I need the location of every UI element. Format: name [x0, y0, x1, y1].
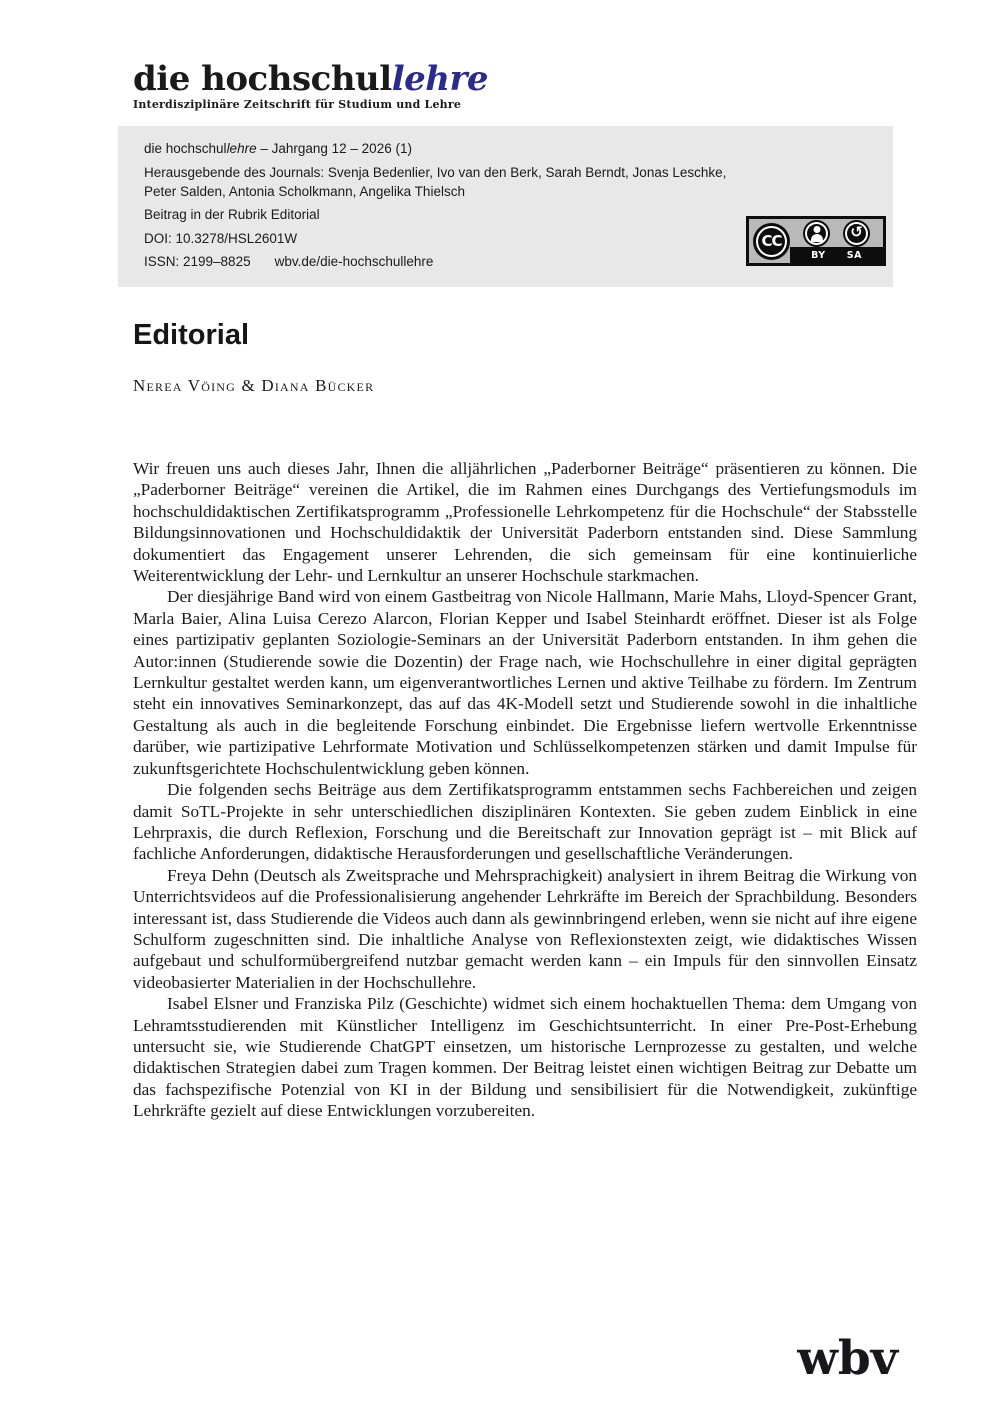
journal-logo: [133, 59, 917, 111]
journal-logo-title: [133, 59, 917, 99]
publisher-wbv-logo: wbv: [797, 1331, 898, 1386]
article-paragraph: Isabel Elsner und Franziska Pilz (Geschichte) widmet sich einem hochaktuellen Thema: dem Umgang von Lehramtsstudierenden mit Künstlicher Intelligenz im Geschichtsunterricht. In einer Pre-Post-Erhebung untersucht sie, wie Studierende ChatGPT einsetzen, um historische Lernprozesse zu gestalten, und welche didaktischen Strategien dabei zum Tragen kommen. Der Beitrag leistet einen wichtigen Beitrag zur Debatte um das fachspezifische Potenzial von KI in der Bildung und sensibilisiert für die Notwendigkeit, zukünftige Lehrkräfte gezielt auf diese Entwicklungen vorzubereiten.: [133, 994, 917, 1121]
journal-editors-line: Herausgebende des Journals: Svenja Bedenlier, Ivo van den Berk, Sarah Berndt, Jonas Leschke, Peter Salden, Antonia Scholkmann, Angelika Thielsch: [144, 164, 727, 199]
person-body-shape: [811, 234, 823, 242]
journal-logo-title-accent: lehre: [391, 59, 488, 99]
person-head-shape: [813, 226, 820, 233]
article-title: Editorial: [133, 319, 250, 351]
issue-line: [144, 139, 869, 158]
cc-letters: CC: [761, 232, 782, 250]
journal-logo-title-main: die hochschul: [133, 59, 392, 99]
article-paragraph: Freya Dehn (Deutsch als Zweitsprache und Mehrsprachigkeit) analysiert in ihrem Beitrag die Wirkung von Unterrichtsvideos auf die Professionalisierung angehender Lehrkräfte im Bereich der Sprachbildung. Besonders interessant ist, dass Studierende die Videos auch dann als gewinnbringend erleben, wenn sie nicht auf ihre eigene Schulform zugeschnitten sind. Die inhaltliche Analyse von Reflexionstexten zeigt, wie didaktisches Wissen aufgebaut und schulformübergreifend nutzbar gemacht werden kann – ein Impuls für den sinnvollen Einsatz videobasierter Materialien in der Hochschullehre.: [133, 865, 917, 992]
cc-badge-icons-row: [790, 219, 883, 247]
issue-journal-name-accent: lehre: [226, 141, 257, 156]
issn-number: ISSN: 2199–8825: [144, 254, 251, 269]
creative-commons-icon: [753, 223, 790, 260]
by-label: BY: [811, 249, 826, 261]
cc-badge-right-section: [790, 219, 883, 263]
share-alike-arrow-icon: [843, 220, 870, 247]
rubric-line: Beitrag in der Rubrik Editorial: [144, 207, 320, 222]
publication-info-box: [118, 126, 893, 287]
share-alike-glyph: ↺: [850, 223, 863, 241]
issue-journal-name: die hochschul: [144, 141, 227, 156]
article-paragraph: Wir freuen uns auch dieses Jahr, Ihnen die alljährlichen „Paderborner Beiträge“ präsentieren zu können. Die „Paderborner Beiträge“ vereinen die Artikel, die im Rahmen eines Durchgangs des Vertiefungsmoduls im hochschuldidaktischen Zertifikatsprogramm „Professionelle Lehrkompetenz für die Hochschule“ der Stabsstelle Bildungsinnovationen und Hochschuldidaktik der Universität Paderborn entstanden sind. Diese Sammlung dokumentiert das Engagement unserer Lehrenden, die sich gemeinsam für eine kontinuierliche Weiterentwicklung der Lehr- und Lernkultur an unserer Hochschule starkmachen.: [133, 459, 917, 586]
doi-line: DOI: 10.3278/HSL2601W: [144, 230, 298, 246]
cc-by-sa-license-badge[interactable]: [746, 216, 886, 266]
issue-volume-year: – Jahrgang 12 – 2026 (1): [256, 141, 412, 156]
article-paragraph: Die folgenden sechs Beiträge aus dem Zertifikatsprogramm entstammen sechs Fachbereichen und zeigen damit SoTL-Projekte in sehr unterschiedlichen disziplinären Kontexten. Sie geben zudem Einblick in eine Lehrpraxis, die durch Reflexion, Forschung und die Bereitschaft zur Innovation geprägt ist – mit Blick auf fachliche Anforderungen, didaktische Herausforderungen und gesellschaftliche Veränderungen.: [133, 780, 917, 864]
attribution-person-icon: [803, 220, 830, 247]
journal-tagline: Interdisziplinäre Zeitschrift für Studium und Lehre: [133, 98, 462, 111]
article-paragraph: Der diesjährige Band wird von einem Gastbeitrag von Nicole Hallmann, Marie Mahs, Lloyd-Spencer Grant, Marla Baier, Alina Luisa Cerezo Alarcon, Florian Kepper und Isabel Steinhardt eröffnet. Dieser ist als Folge eines partizipativ geplanten Soziologie-Seminars an der Universität Paderborn entstanden. In ihm gehen die Autor:innen (Studierende sowie die Dozentin) der Frage nach, wie Hochschullehre in einer digital geprägten Lernkultur gestaltet werden kann, um eigenverantwortliches Lernen und aktive Teilhabe zu fördern. Im Zentrum steht ein innovatives Seminarkonzept, das auf das 4K-Modell setzt und Studierende sowohl in die inhaltliche Gestaltung als auch in die begleitende Forschung einbindet. Die Ergebnisse liefern wertvolle Erkenntnisse darüber, wie partizipative Lehrformate Motivation und Schlüsselkompetenzen stärken und damit Impulse für zukunftsgerichtete Hochschulentwicklung geben können.: [133, 587, 917, 778]
cc-badge-label-band: [790, 247, 883, 263]
article-body: [133, 458, 917, 1122]
journal-website-link[interactable]: wbv.de/die-hochschullehre: [274, 254, 434, 269]
sa-label: SA: [846, 249, 862, 261]
article-authors: Nerea Vöing & Diana Bücker: [133, 376, 375, 395]
